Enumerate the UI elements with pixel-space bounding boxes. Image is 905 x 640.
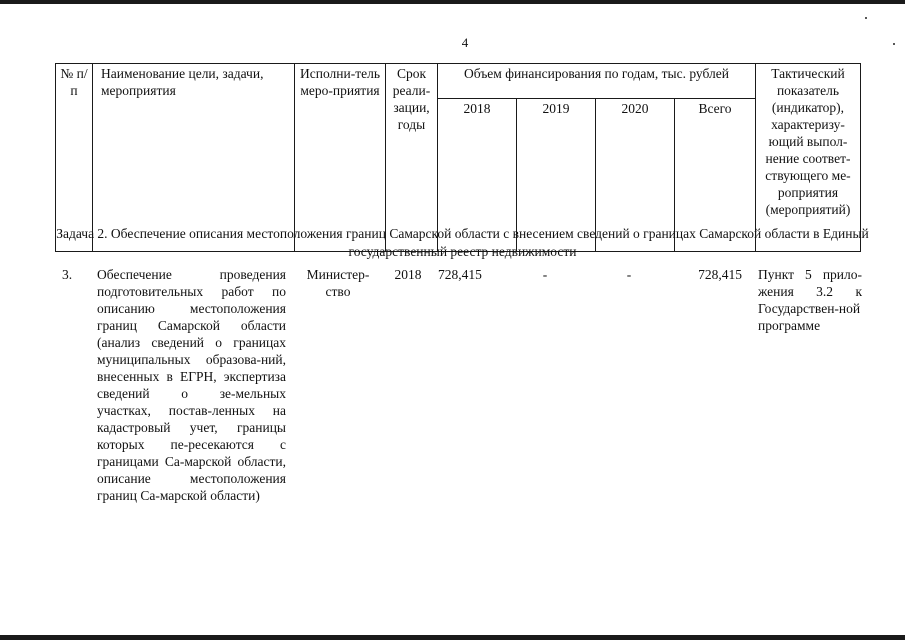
row-indicator: Пункт 5 прило-жения 3.2 к Государствен-ной программе: [758, 267, 862, 333]
header-financing: Объем финансирования по годам, тыс. рублей: [438, 64, 756, 99]
scan-dot: [893, 43, 895, 45]
row-term: 2018: [394, 267, 422, 282]
bottom-border: [0, 635, 905, 640]
table-header: [55, 63, 861, 252]
header-year-2020: 2020: [596, 99, 675, 252]
scan-dot: [865, 17, 867, 19]
header-term: Срок реали-зации, годы: [386, 64, 438, 252]
header-name: Наименование цели, задачи, мероприятия: [93, 64, 295, 252]
header-indicator: Тактический показатель (индикатор), характеризу-ющий выпол-нение соответ-ствующего ме-роприятия (мероприятий): [756, 64, 861, 252]
task-heading: Задача 2. Обеспечение описания местоположения границ Самарской области с внесением сведений о границах Самарской области в Единый государственный реестр недвижимости: [56, 226, 869, 259]
row-executor: Министер-ство: [306, 267, 370, 299]
row-2019: -: [542, 267, 548, 282]
header-no: № п/п: [56, 64, 93, 252]
top-border: [0, 0, 905, 4]
header-executor: Исполни-тель меро-приятия: [295, 64, 386, 252]
row-no: 3.: [62, 267, 73, 282]
header-year-2018: 2018: [438, 99, 517, 252]
row-2020: -: [626, 267, 632, 282]
header-total: Всего: [675, 99, 756, 252]
row-2018: 728,415: [438, 267, 482, 282]
page-number: 4: [461, 35, 469, 50]
header-year-2019: 2019: [517, 99, 596, 252]
row-total: 728,415: [698, 267, 742, 282]
row-name: Обеспечение проведения подготовительных работ по описанию местоположения границ Самарской области (анализ сведений о границах муниципальных образова-ний, внесенных в ЕГРН, экспертиза сведений о зе-мельных участках, постав-ленных на кадастровый учет, границы которых пе-ресекаются с границами Са-марской области, описание местоположения границ Са-марской области): [97, 267, 286, 503]
